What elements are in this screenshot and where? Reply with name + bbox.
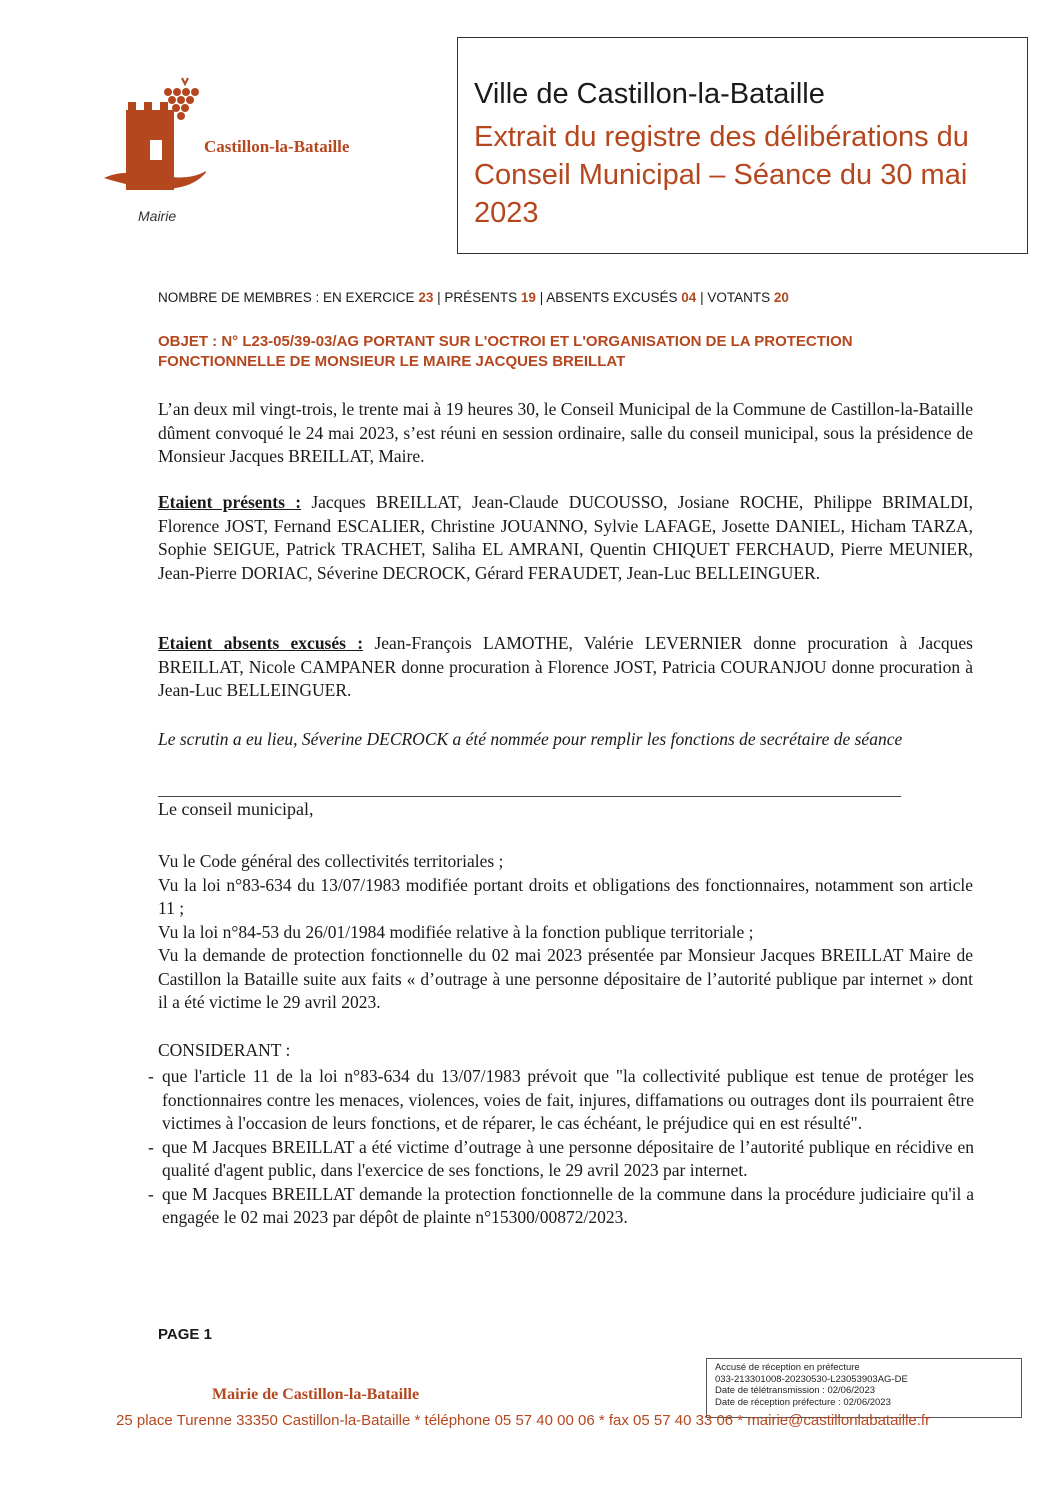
- stamp-line: Date de réception préfecture : 02/06/2023: [715, 1396, 891, 1408]
- absents-paragraph: [158, 632, 973, 703]
- members-label-exercice: NOMBRE DE MEMBRES : EN EXERCICE: [158, 290, 415, 305]
- castle-logo-icon: [96, 70, 206, 220]
- deliberation-object: OBJET : N° L23-05/39-03/AG PORTANT SUR L'OCTROI ET L'ORGANISATION DE LA PROTECTION FONCTIONNELLE DE MONSIEUR LE MAIRE JACQUES BREILLAT: [158, 333, 853, 370]
- consideration-text: que M Jacques BREILLAT a été victime d’outrage à une personne dépositaire de l’autorité publique en récidive en qualité d'agent public, dans l'exercice de ses fonctions, le 29 avril 2023 par internet.: [162, 1136, 974, 1180]
- stamp-line: 033-213301008-20230530-L23053903AG-DE: [715, 1373, 908, 1385]
- header-title: Extrait du registre des délibérations du Conseil Municipal – Séance du 30 mai 2023: [474, 121, 969, 229]
- vu-item: Vu la loi n°84-53 du 26/01/1984 modifiée relative à la fonction publique territoriale ;: [158, 921, 754, 942]
- absents-list: Jean-François LAMOTHE, Valérie LEVERNIER donne procuration à Jacques BREILLAT, Nicole CAMPANER donne procuration à Florence JOST, Patricia COURANJOU donne procuration à Jean-Luc BELLEINGUER.: [158, 633, 973, 700]
- members-label-absents: | ABSENTS EXCUSÉS: [539, 290, 678, 305]
- logo-town-name: Castillon-la-Bataille: [204, 137, 350, 156]
- members-presents: 19: [520, 290, 536, 305]
- footer-mairie-name: Mairie de Castillon-la-Bataille: [212, 1386, 420, 1403]
- members-exercice: 23: [418, 290, 434, 305]
- absents-label: Etaient absents excusés :: [158, 633, 364, 653]
- vu-item: Vu la demande de protection fonctionnelle du 02 mai 2023 présentée par Monsieur Jacques BREILLAT Maire de Castillon la Bataille suite aux faits « d’outrage à une personne dépositaire de l’autorité publique par internet » dont il a été victime le 29 avril 2023.: [158, 945, 973, 1012]
- header-city: Ville de Castillon-la-Bataille: [474, 78, 825, 110]
- stamp-line: Date de télétransmission : 02/06/2023: [715, 1385, 876, 1396]
- consideration-item: - que l'article 11 de la loi n°83-634 du 13/07/1983 prévoit que "la collectivité publique est tenue de protéger les fonctionnaires contre les menaces, violences, voies de fait, injures, diffamations ou outrages dont ils pourraient être victimes à l'occasion de leurs fonctions, et de réparer, le cas échéant, le préjudice qui en est résulté".: [148, 1065, 974, 1136]
- vu-item: Vu le Code général des collectivités territoriales ;: [158, 851, 504, 871]
- presents-list: Jacques BREILLAT, Jean-Claude DUCOUSSO, Josiane ROCHE, Philippe BRIMALDI, Florence JOST, Fernand ESCALIER, Christine JOUANNO, Sylvie LAFAGE, Josette DANIEL, Hicham TARZA, Sophie SEIGUE, Patrick TRACHET, Saliha EL AMRANI, Quentin CHIQUET FERCHAUD, Pierre MEUNIER, Jean-Pierre DORIAC, Séverine DECROCK, Gérard FERAUDET, Jean-Luc BELLEINGUER.: [158, 492, 974, 583]
- logo-subtitle: Mairie: [138, 208, 177, 224]
- members-votants: 20: [773, 290, 789, 305]
- consideration-item: - que M Jacques BREILLAT a été victime d’outrage à une personne dépositaire de l’autorité publique en récidive en qualité d'agent public, dans l'exercice de ses fonctions, le 29 avril 2023 par internet.: [148, 1136, 974, 1183]
- members-absents: 04: [681, 290, 697, 305]
- stamp-line: Accusé de réception en préfecture: [715, 1362, 860, 1373]
- header-box: [457, 37, 1028, 254]
- page-number: PAGE 1: [158, 1326, 212, 1343]
- vu-item: Vu la loi n°83-634 du 13/07/1983 modifiée portant droits et obligations des fonctionnaires, notamment son article 11 ;: [158, 874, 973, 918]
- separator-line: [158, 796, 901, 797]
- conseil-heading: Le conseil municipal,: [158, 799, 314, 819]
- mairie-logo: [96, 70, 416, 230]
- presents-label: Etaient présents :: [158, 492, 302, 512]
- considerations-list: [148, 1065, 974, 1230]
- presents-paragraph: [158, 491, 973, 585]
- scrutin-paragraph: Le scrutin a eu lieu, Séverine DECROCK a été nommée pour remplir les fonctions de secrétaire de séance: [158, 729, 903, 749]
- consideration-item: - que M Jacques BREILLAT demande la protection fonctionnelle de la commune dans la procédure judiciaire qu'il a engagée le 02 mai 2023 par dépôt de plainte n°15300/00872/2023.: [148, 1183, 974, 1230]
- members-label-votants: | VOTANTS: [700, 290, 771, 305]
- considerant-heading: CONSIDERANT :: [158, 1040, 291, 1060]
- vus-list: [158, 850, 973, 1015]
- members-count-line: [158, 290, 789, 305]
- intro-paragraph: L’an deux mil vingt-trois, le trente mai à 19 heures 30, le Conseil Municipal de la Commune de Castillon-la-Bataille dûment convoqué le 24 mai 2023, s’est réuni en session ordinaire, salle du conseil municipal, sous la présidence de Monsieur Jacques BREILLAT, Maire.: [158, 399, 973, 466]
- footer-address: 25 place Turenne 33350 Castillon-la-Bataille * téléphone 05 57 40 00 06 * fax 05 57 40 33 06 * mairie@castillonlabataille.fr: [116, 1412, 931, 1429]
- consideration-text: que l'article 11 de la loi n°83-634 du 13/07/1983 prévoit que "la collectivité publique est tenue de protéger les fonctionnaires contre les menaces, violences, voies de fait, injures, diffamations ou outrages dont ils pourraient être victimes à l'occasion de leurs fonctions, et de réparer, le cas échéant, le préjudice qui en est résulté".: [162, 1066, 974, 1133]
- consideration-text: que M Jacques BREILLAT demande la protection fonctionnelle de la commune dans la procédure judiciaire qu'il a engagée le 02 mai 2023 par dépôt de plainte n°15300/00872/2023.: [162, 1183, 974, 1227]
- prefecture-receipt-stamp: [706, 1358, 1022, 1418]
- members-label-presents: | PRÉSENTS: [437, 290, 518, 305]
